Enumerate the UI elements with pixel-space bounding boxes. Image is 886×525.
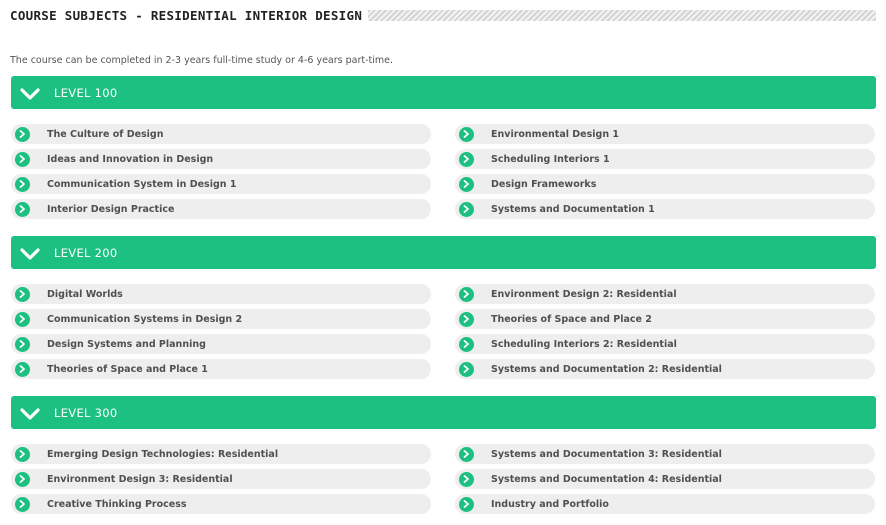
level-1-toggle[interactable] xyxy=(11,76,876,109)
title-divider-stripes xyxy=(368,10,876,21)
subject-label: Ideas and Innovation in Design xyxy=(47,153,214,165)
chevron-right-circle-icon xyxy=(459,177,474,192)
subject-label: Systems and Documentation 4: Residential xyxy=(491,473,722,485)
subject-label: Environment Design 3: Residential xyxy=(47,473,233,485)
chevron-right-circle-icon xyxy=(15,472,30,487)
subject-label: Digital Worlds xyxy=(47,288,123,300)
chevron-right-circle-icon xyxy=(15,362,30,377)
chevron-right-circle-icon xyxy=(459,337,474,352)
subject-label: Theories of Space and Place 2 xyxy=(491,313,652,325)
chevron-right-circle-icon xyxy=(15,177,30,192)
chevron-right-circle-icon xyxy=(459,127,474,142)
subject-label: The Culture of Design xyxy=(47,128,164,140)
subject-item[interactable] xyxy=(455,309,875,329)
chevron-right-circle-icon xyxy=(459,287,474,302)
level-label: LEVEL 200 xyxy=(54,245,118,260)
subject-label: Industry and Portfolio xyxy=(491,498,609,510)
subject-item[interactable] xyxy=(455,124,875,144)
subject-label: Environmental Design 1 xyxy=(491,128,620,140)
subject-item[interactable] xyxy=(11,174,431,194)
chevron-right-circle-icon xyxy=(459,362,474,377)
course-intro: The course can be completed in 2-3 years full-time study or 4-6 years part-time. xyxy=(10,55,394,66)
chevron-right-circle-icon xyxy=(459,447,474,462)
subject-item[interactable] xyxy=(11,469,431,489)
subject-label: Design Frameworks xyxy=(491,178,597,190)
subject-item[interactable] xyxy=(455,284,875,304)
chevron-right-circle-icon xyxy=(15,287,30,302)
subject-item[interactable] xyxy=(455,359,875,379)
subject-label: Environment Design 2: Residential xyxy=(491,288,677,300)
subject-label: Theories of Space and Place 1 xyxy=(47,363,208,375)
chevron-right-circle-icon xyxy=(15,497,30,512)
chevron-down-icon xyxy=(20,246,40,260)
subject-label: Communication System in Design 1 xyxy=(47,178,237,190)
level-label: LEVEL 300 xyxy=(54,405,118,420)
page-title: COURSE SUBJECTS - RESIDENTIAL INTERIOR DESIGN xyxy=(10,7,363,23)
chevron-down-icon xyxy=(20,406,40,420)
chevron-right-circle-icon xyxy=(459,472,474,487)
subject-label: Interior Design Practice xyxy=(47,203,175,215)
subject-label: Emerging Design Technologies: Residential xyxy=(47,448,279,460)
chevron-right-circle-icon xyxy=(15,312,30,327)
subject-label: Design Systems and Planning xyxy=(47,338,206,350)
subject-item[interactable] xyxy=(11,359,431,379)
subject-item[interactable] xyxy=(11,309,431,329)
chevron-right-circle-icon xyxy=(459,202,474,217)
subject-label: Systems and Documentation 3: Residential xyxy=(491,448,722,460)
chevron-down-icon xyxy=(20,86,40,100)
chevron-right-circle-icon xyxy=(15,447,30,462)
subject-item[interactable] xyxy=(455,469,875,489)
level-2-toggle[interactable] xyxy=(11,236,876,269)
subject-item[interactable] xyxy=(455,334,875,354)
subject-label: Scheduling Interiors 2: Residential xyxy=(491,338,677,350)
subject-item[interactable] xyxy=(11,284,431,304)
subject-label: Systems and Documentation 1 xyxy=(491,203,655,215)
subject-item[interactable] xyxy=(11,199,431,219)
chevron-right-circle-icon xyxy=(459,152,474,167)
subject-item[interactable] xyxy=(11,444,431,464)
subject-item[interactable] xyxy=(455,444,875,464)
chevron-right-circle-icon xyxy=(15,152,30,167)
chevron-right-circle-icon xyxy=(459,312,474,327)
subject-label: Creative Thinking Process xyxy=(47,498,187,510)
subject-label: Scheduling Interiors 1 xyxy=(491,153,610,165)
chevron-right-circle-icon xyxy=(15,337,30,352)
chevron-right-circle-icon xyxy=(15,202,30,217)
subject-item[interactable] xyxy=(455,149,875,169)
subject-item[interactable] xyxy=(11,494,431,514)
level-3-toggle[interactable] xyxy=(11,396,876,429)
chevron-right-circle-icon xyxy=(459,497,474,512)
subject-item[interactable] xyxy=(455,494,875,514)
subject-item[interactable] xyxy=(11,334,431,354)
subject-item[interactable] xyxy=(455,199,875,219)
level-label: LEVEL 100 xyxy=(54,85,118,100)
subject-item[interactable] xyxy=(11,124,431,144)
subject-item[interactable] xyxy=(11,149,431,169)
subject-label: Systems and Documentation 2: Residential xyxy=(491,363,722,375)
subject-item[interactable] xyxy=(455,174,875,194)
subject-label: Communication Systems in Design 2 xyxy=(47,313,243,325)
page-title-row xyxy=(10,6,876,24)
chevron-right-circle-icon xyxy=(15,127,30,142)
